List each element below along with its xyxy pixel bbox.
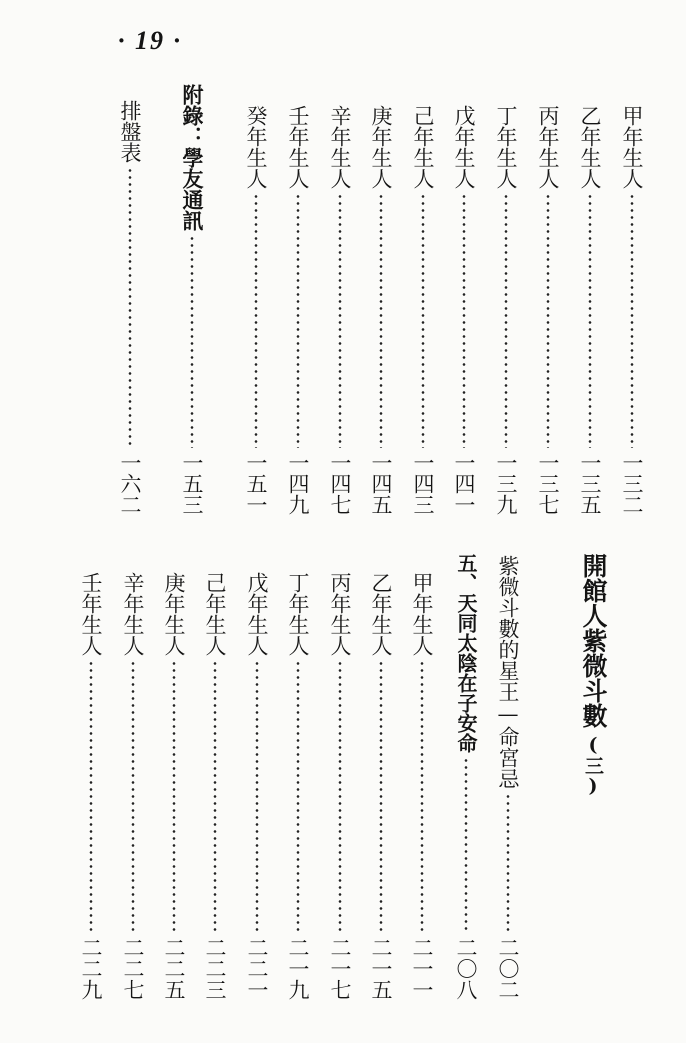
dot-leader xyxy=(296,193,300,448)
dot-leader xyxy=(255,660,259,933)
entry-page: 一四三 xyxy=(411,452,435,515)
entry-page: 二二九 xyxy=(79,937,103,1000)
entry-page: 一六二 xyxy=(118,452,142,515)
entry-page: 一五一 xyxy=(244,452,268,515)
toc-entry[interactable] xyxy=(325,105,355,515)
toc-entry[interactable] xyxy=(200,572,230,1000)
entry-page: 二一七 xyxy=(328,937,352,1000)
entry-title: 附錄：學友通訊 xyxy=(180,84,205,231)
entry-title: 戊年生人 xyxy=(452,105,476,189)
toc-entry[interactable] xyxy=(325,572,355,1000)
entry-page: 一三七 xyxy=(536,452,560,515)
entry-title: 丙年生人 xyxy=(328,572,352,656)
entry-title: 乙年生人 xyxy=(578,105,602,189)
entry-title: 庚年生人 xyxy=(369,105,393,189)
dot-leader xyxy=(190,235,194,448)
entry-title: 壬年生人 xyxy=(79,572,103,656)
entry-page: 二二三 xyxy=(203,937,227,1000)
toc-entry[interactable] xyxy=(408,105,438,515)
entry-title: 丙年生人 xyxy=(536,105,560,189)
entry-page: 一四一 xyxy=(452,452,476,515)
entry-page: 二一九 xyxy=(286,937,310,1000)
entry-title: 丁年生人 xyxy=(494,105,518,189)
dot-leader xyxy=(172,660,176,933)
toc-entry[interactable] xyxy=(115,100,145,515)
toc-entry[interactable] xyxy=(283,105,313,515)
entry-page: 一四五 xyxy=(369,452,393,515)
entry-title: 辛年生人 xyxy=(328,105,352,189)
entry-title: 乙年生人 xyxy=(369,572,393,656)
toc-entry[interactable] xyxy=(533,105,563,515)
toc-chapter[interactable] xyxy=(493,555,523,1000)
toc-entry[interactable] xyxy=(449,105,479,515)
entry-page: 一三九 xyxy=(494,452,518,515)
dot-leader xyxy=(254,193,258,448)
entry-page: 二二七 xyxy=(121,937,145,1000)
toc-entry[interactable] xyxy=(242,572,272,1000)
dot-leader xyxy=(213,660,217,933)
dot-leader xyxy=(546,193,550,448)
entry-page: 一三二 xyxy=(620,452,644,515)
entry-title: 戊年生人 xyxy=(245,572,269,656)
toc-entry[interactable] xyxy=(366,572,396,1000)
dot-leader xyxy=(89,660,93,933)
dot-leader xyxy=(506,793,510,933)
toc-entry[interactable] xyxy=(617,105,647,515)
entry-title: 庚年生人 xyxy=(162,572,186,656)
entry-title: 己年生人 xyxy=(203,572,227,656)
toc-entry[interactable] xyxy=(407,572,437,1000)
toc-entry[interactable] xyxy=(283,572,313,1000)
entry-title: 辛年生人 xyxy=(121,572,145,656)
dot-leader xyxy=(131,660,135,933)
entry-page: 二一一 xyxy=(410,937,434,1000)
entry-title: 排盤表 xyxy=(118,100,142,163)
chapter-title: 紫微斗數的星王—命宮忌 xyxy=(496,555,520,789)
dot-leader xyxy=(338,660,342,933)
entry-title: 丁年生人 xyxy=(286,572,310,656)
heading-volume: (三) xyxy=(582,734,604,797)
dot-leader xyxy=(338,193,342,448)
volume-heading xyxy=(578,553,608,797)
dot-leader xyxy=(296,660,300,933)
dot-leader xyxy=(420,660,424,933)
toc-section[interactable] xyxy=(451,553,481,1000)
toc-entry[interactable] xyxy=(366,105,396,515)
toc-entry[interactable] xyxy=(159,572,189,1000)
toc-entry[interactable] xyxy=(118,572,148,1000)
section-page: 二〇八 xyxy=(454,937,478,1000)
dot-leader xyxy=(464,757,468,933)
heading-title: 開館人紫微斗數 xyxy=(579,553,608,728)
entry-title: 甲年生人 xyxy=(620,105,644,189)
entry-title: 壬年生人 xyxy=(286,105,310,189)
dot-leader xyxy=(379,660,383,933)
entry-page: 二二五 xyxy=(162,937,186,1000)
toc-entry[interactable] xyxy=(76,572,106,1000)
dot-leader xyxy=(128,167,132,448)
dot-leader xyxy=(421,193,425,448)
entry-title: 甲年生人 xyxy=(410,572,434,656)
toc-entry[interactable] xyxy=(575,105,605,515)
section-title: 五、天同太陰在子安命 xyxy=(454,553,478,753)
entry-page: 一四九 xyxy=(286,452,310,515)
toc-entry-appendix[interactable] xyxy=(177,84,207,515)
entry-page: 一三五 xyxy=(578,452,602,515)
entry-page: 一四七 xyxy=(328,452,352,515)
entry-title: 己年生人 xyxy=(411,105,435,189)
entry-page: 二一五 xyxy=(369,937,393,1000)
toc-entry[interactable] xyxy=(241,105,271,515)
dot-leader xyxy=(630,193,634,448)
toc-entry[interactable] xyxy=(491,105,521,515)
dot-leader xyxy=(588,193,592,448)
page-number: · 19 · xyxy=(118,26,182,55)
entry-page: 二二一 xyxy=(245,937,269,1000)
dot-leader xyxy=(462,193,466,448)
chapter-page: 二〇二 xyxy=(496,937,520,1000)
dot-leader xyxy=(379,193,383,448)
entry-page: 一五三 xyxy=(180,452,204,515)
entry-title: 癸年生人 xyxy=(244,105,268,189)
dot-leader xyxy=(504,193,508,448)
